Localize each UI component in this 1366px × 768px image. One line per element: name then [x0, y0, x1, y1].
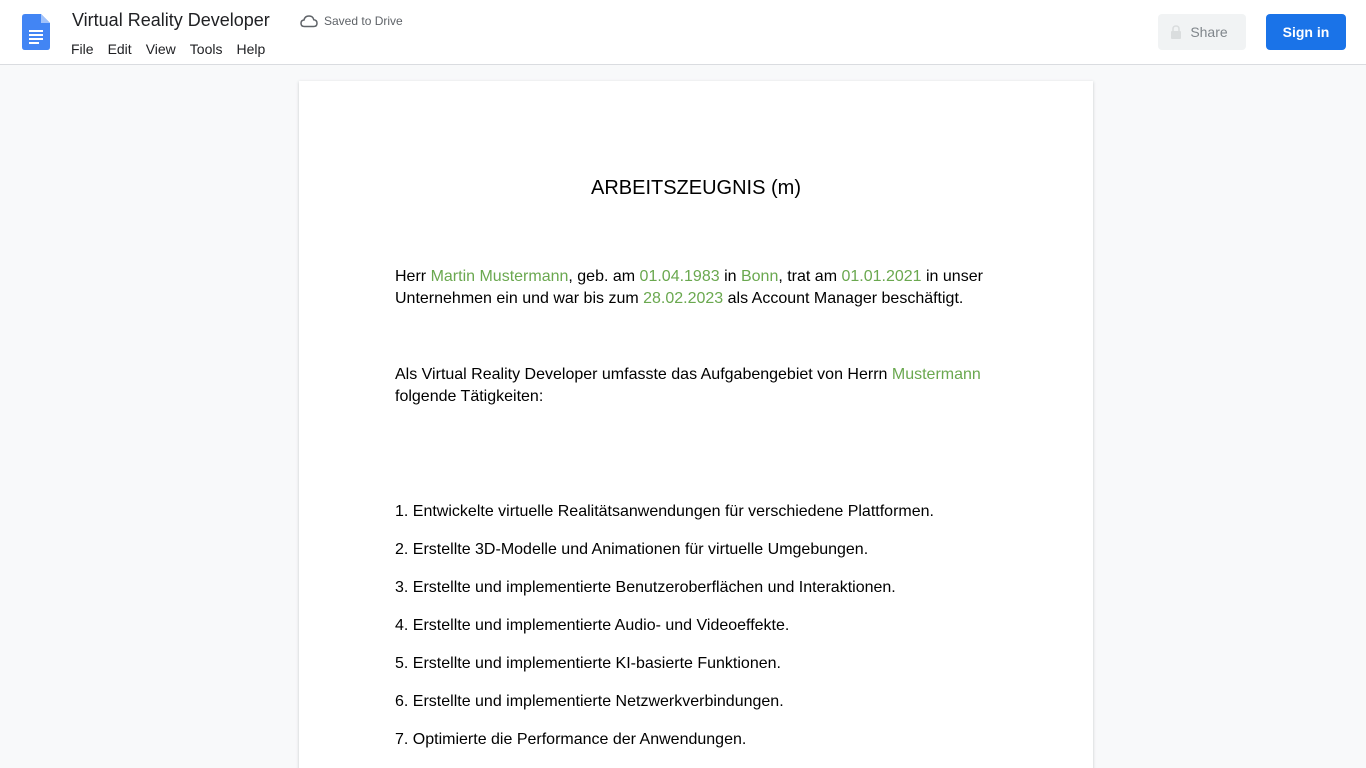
menu-view[interactable]: View	[145, 41, 176, 57]
birth-city: Bonn	[740, 268, 779, 285]
top-bar	[0, 0, 1366, 65]
employee-surname: Mustermann	[891, 366, 981, 383]
intro-text: Unternehmen ein und war bis zum	[395, 290, 644, 307]
intro-text: in unser	[921, 268, 983, 285]
intro-text: Herr	[395, 268, 431, 285]
save-status[interactable]	[300, 12, 403, 30]
menu-tools[interactable]: Tools	[189, 41, 223, 57]
task-item: 2. Erstellte 3D-Modelle und Animationen für virtuelle Umgebungen.	[395, 541, 869, 558]
share-button-label: Share	[1190, 24, 1228, 40]
google-docs-icon[interactable]	[22, 14, 50, 50]
employee-name: Martin Mustermann	[430, 268, 569, 285]
document-heading: ARBEITSZEUGNIS (m)	[590, 177, 801, 199]
sign-in-button[interactable]: Sign in	[1266, 14, 1346, 50]
share-button[interactable]	[1158, 14, 1246, 50]
menu-help[interactable]: Help	[236, 41, 266, 57]
menu-edit[interactable]: Edit	[107, 41, 132, 57]
task-item: 5. Erstellte und implementierte KI-basierte Funktionen.	[395, 655, 781, 672]
intro-text: als Account Manager beschäftigt.	[723, 290, 964, 307]
task-item: 1. Entwickelte virtuelle Realitätsanwendungen für verschiedene Plattformen.	[395, 503, 934, 520]
tasks-intro-paragraph	[395, 364, 995, 408]
tasks-intro-text: Als Virtual Reality Developer umfasste das Aufgabengebiet von Herrn	[395, 366, 892, 383]
birth-date: 01.04.1983	[639, 268, 720, 285]
task-item: 4. Erstellte und implementierte Audio- und Videoeffekte.	[395, 617, 790, 634]
task-item: 3. Erstellte und implementierte Benutzeroberflächen und Interaktionen.	[395, 579, 896, 596]
intro-text: in	[719, 268, 741, 285]
intro-paragraph	[395, 266, 995, 310]
lock-icon	[1170, 25, 1182, 39]
task-item: 7. Optimierte die Performance der Anwendungen.	[395, 731, 747, 748]
document-page[interactable]	[299, 81, 1093, 768]
intro-text: , geb. am	[568, 268, 640, 285]
document-title[interactable]: Virtual Reality Developer	[72, 10, 270, 30]
save-status-label: Saved to Drive	[324, 14, 403, 28]
menu-bar	[64, 38, 272, 60]
intro-text: , trat am	[778, 268, 842, 285]
tasks-intro-text: folgende Tätigkeiten:	[395, 388, 544, 405]
end-date: 28.02.2023	[643, 290, 724, 307]
task-item: 6. Erstellte und implementierte Netzwerkverbindungen.	[395, 693, 784, 710]
start-date: 01.01.2021	[841, 268, 922, 285]
cloud-icon	[300, 14, 318, 28]
menu-file[interactable]: File	[71, 41, 94, 57]
